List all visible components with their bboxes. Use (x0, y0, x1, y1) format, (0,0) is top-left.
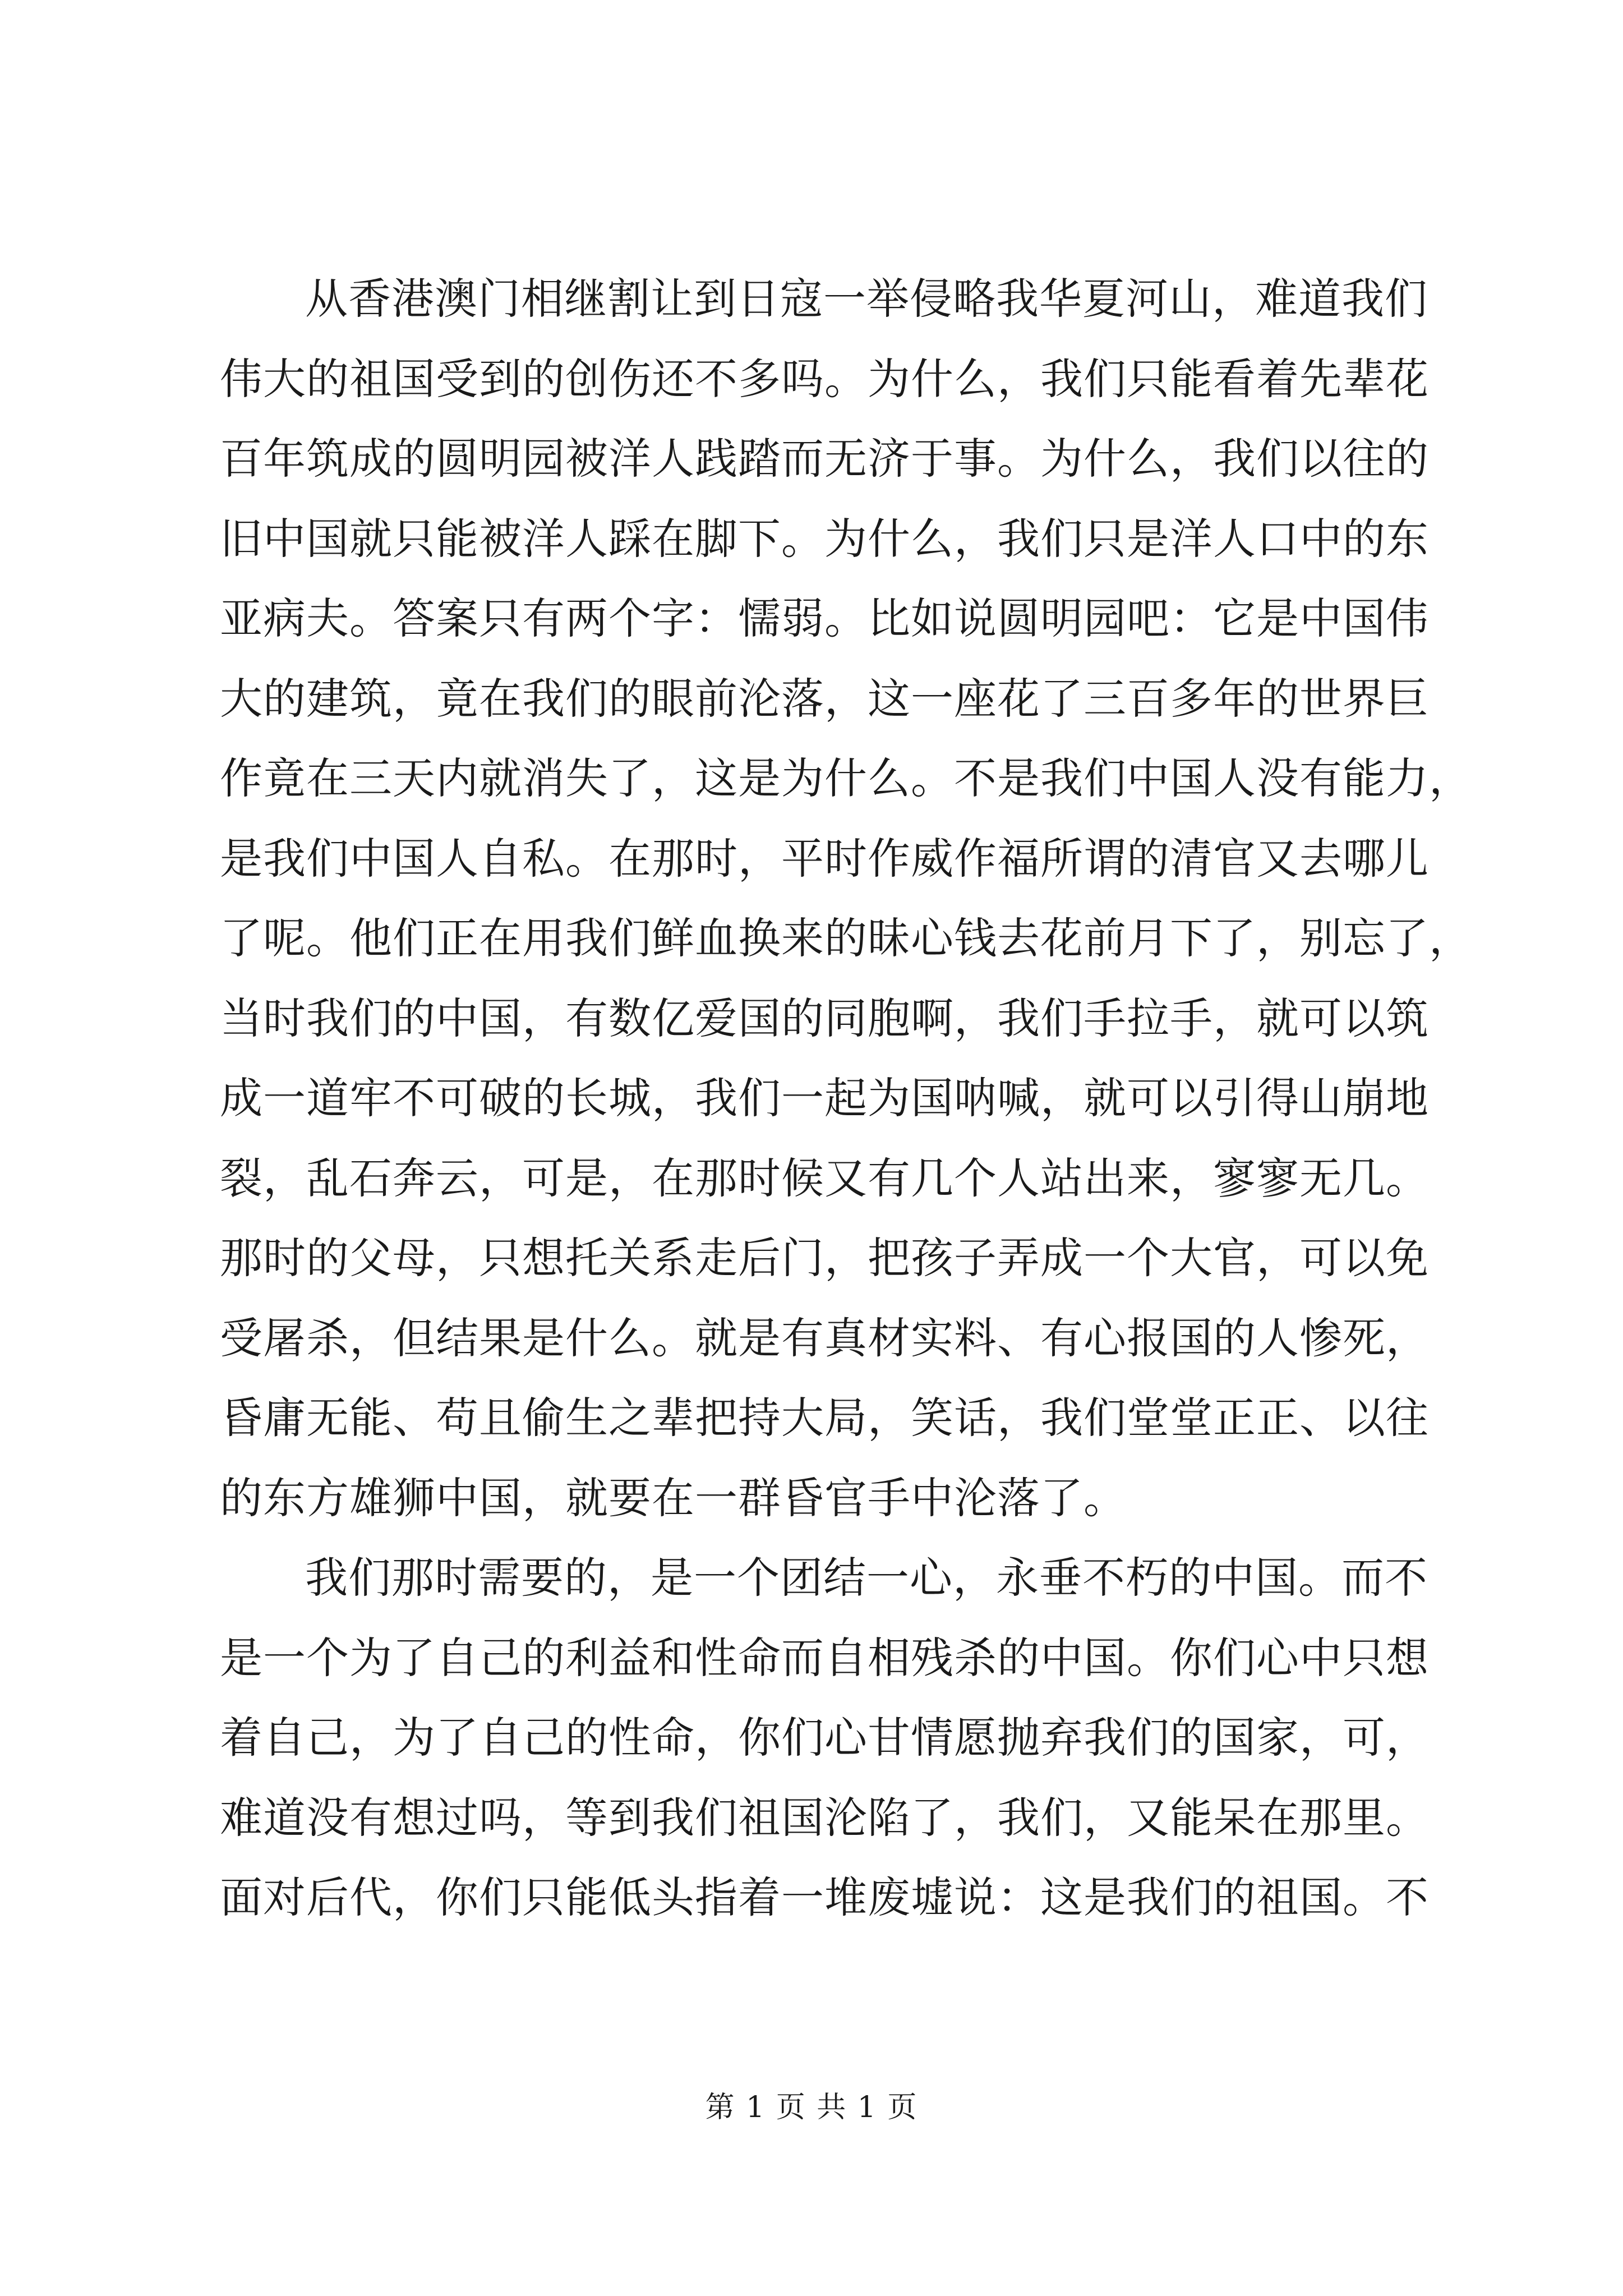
paragraph-line: 作竟在三天内就消失了，这是为什么。不是我们中国人没有能力， (220, 753, 1472, 803)
paragraph-line: 裂，乱石奔云，可是，在那时候又有几个人站出来，寥寥无几。 (220, 1153, 1429, 1203)
paragraph-line: 的东方雄狮中国，就要在一群昏官手中沦落了。 (220, 1473, 1127, 1523)
paragraph-line: 当时我们的中国，有数亿爱国的同胞啊，我们手拉手，就可以筑 (220, 993, 1429, 1043)
paragraph-line: 成一道牢不可破的长城，我们一起为国呐喊，就可以引得山崩地 (220, 1073, 1429, 1123)
paragraph-line: 百年筑成的圆明园被洋人践踏而无济于事。为什么，我们以往的 (220, 434, 1429, 484)
paragraph-line: 大的建筑，竟在我们的眼前沦落，这一座花了三百多年的世界巨 (220, 673, 1429, 724)
paragraph-line: 旧中国就只能被洋人踩在脚下。为什么，我们只是洋人口中的东 (220, 513, 1429, 564)
paragraph-line: 我们那时需要的，是一个团结一心，永垂不朽的中国。而不 (305, 1553, 1428, 1603)
page-number-footer: 第 1 页 共 1 页 (705, 2091, 918, 2124)
paragraph-line: 亚病夫。答案只有两个字：懦弱。比如说圆明园吧：它是中国伟 (220, 593, 1429, 643)
paragraph-line: 受屠杀，但结果是什么。就是有真材实料、有心报国的人惨死， (220, 1313, 1429, 1363)
paragraph-line: 难道没有想过吗，等到我们祖国沦陷了，我们，又能呆在那里。 (220, 1792, 1429, 1843)
paragraph-line: 是一个为了自己的利益和性命而自相残杀的中国。你们心中只想 (220, 1632, 1429, 1683)
paragraph-line: 伟大的祖国受到的创伤还不多吗。为什么，我们只能看着先辈花 (220, 353, 1429, 404)
paragraph-line: 是我们中国人自私。在那时，平时作威作福所谓的清官又去哪儿 (220, 833, 1429, 884)
paragraph-line: 那时的父母，只想托关系走后门，把孩子弄成一个大官，可以免 (220, 1233, 1429, 1283)
paragraph-line: 昏庸无能、苟且偷生之辈把持大局，笑话，我们堂堂正正、以往 (220, 1393, 1429, 1443)
paragraph-line: 了呢。他们正在用我们鲜血换来的昧心钱去花前月下了，别忘了， (220, 913, 1472, 963)
paragraph-line: 从香港澳门相继割让到日寇一举侵略我华夏河山，难道我们 (305, 274, 1428, 324)
document-body (220, 259, 1472, 1938)
paragraph (220, 1538, 1429, 1938)
paragraph (220, 259, 1472, 1538)
paragraph-line: 着自己，为了自己的性命，你们心甘情愿抛弃我们的国家，可， (220, 1713, 1429, 1763)
paragraph-line: 面对后代，你们只能低头指着一堆废墟说：这是我们的祖国。不 (220, 1872, 1429, 1922)
